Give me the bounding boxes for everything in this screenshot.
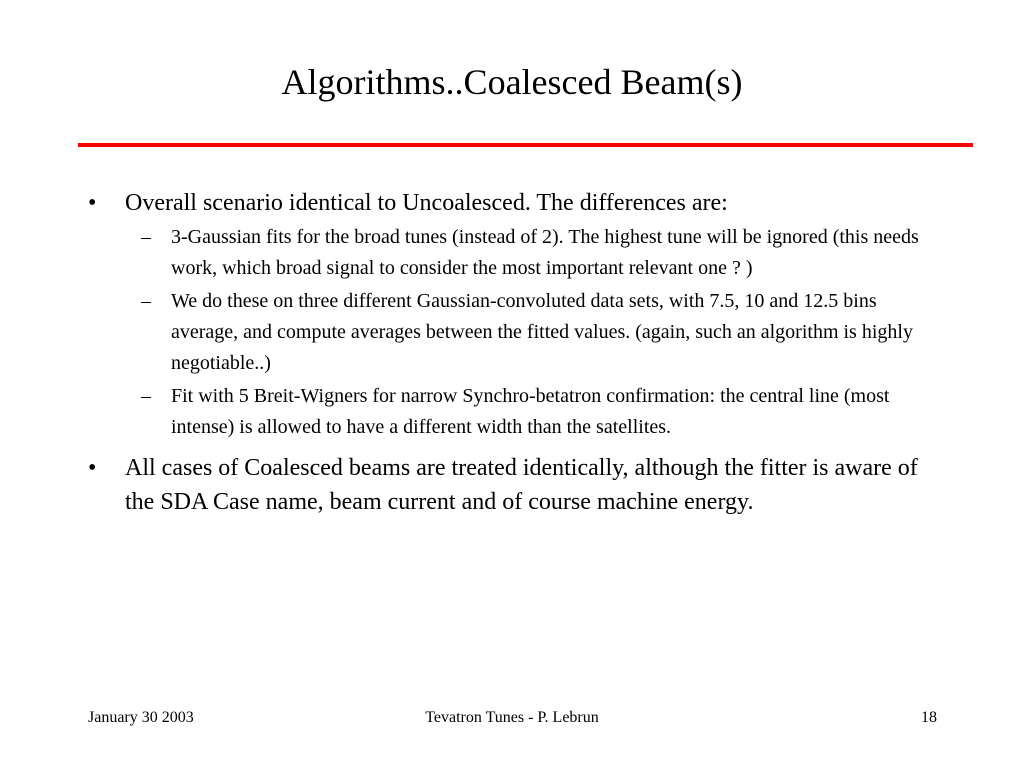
sub-bullet-text: Fit with 5 Breit-Wigners for narrow Synchro-betatron confirmation: the central line (most intense) is allowed to have a different width than the satellites. [171, 385, 890, 438]
bullet-item [0, 186, 945, 220]
footer-date: January 30 2003 [88, 709, 194, 726]
title-divider [78, 143, 973, 147]
page-number: 18 [921, 709, 937, 726]
bullet-item [0, 451, 945, 519]
bullet-text: All cases of Coalesced beams are treated identically, although the fitter is aware of the SDA Case name, beam current and of course machine energy. [125, 455, 918, 515]
sub-bullet-list [0, 222, 1024, 443]
bullet-marker: • [88, 455, 97, 481]
sub-bullet-marker: – [141, 290, 151, 312]
footer-title: Tevatron Tunes - P. Lebrun [425, 709, 599, 726]
sub-bullet-text: We do these on three different Gaussian-convoluted data sets, with 7.5, 10 and 12.5 bins average, and compute averages between the fitted values. (again, such an algorithm is highly negotiable..) [171, 290, 913, 374]
bullet-text: Overall scenario identical to Uncoalesced. The differences are: [125, 190, 728, 216]
bullet-marker: • [88, 190, 97, 216]
sub-bullet-marker: – [141, 226, 151, 248]
sub-bullet-item [0, 381, 941, 443]
slide-title: Algorithms..Coalesced Beam(s) [281, 62, 743, 102]
sub-bullet-item [0, 222, 941, 284]
bullet-list [0, 186, 1024, 519]
sub-bullet-text: 3-Gaussian fits for the broad tunes (instead of 2). The highest tune will be ignored (this needs work, which broad signal to consider the most important relevant one ? ) [171, 226, 919, 279]
sub-bullet-marker: – [141, 385, 151, 407]
sub-bullet-item [0, 286, 941, 379]
